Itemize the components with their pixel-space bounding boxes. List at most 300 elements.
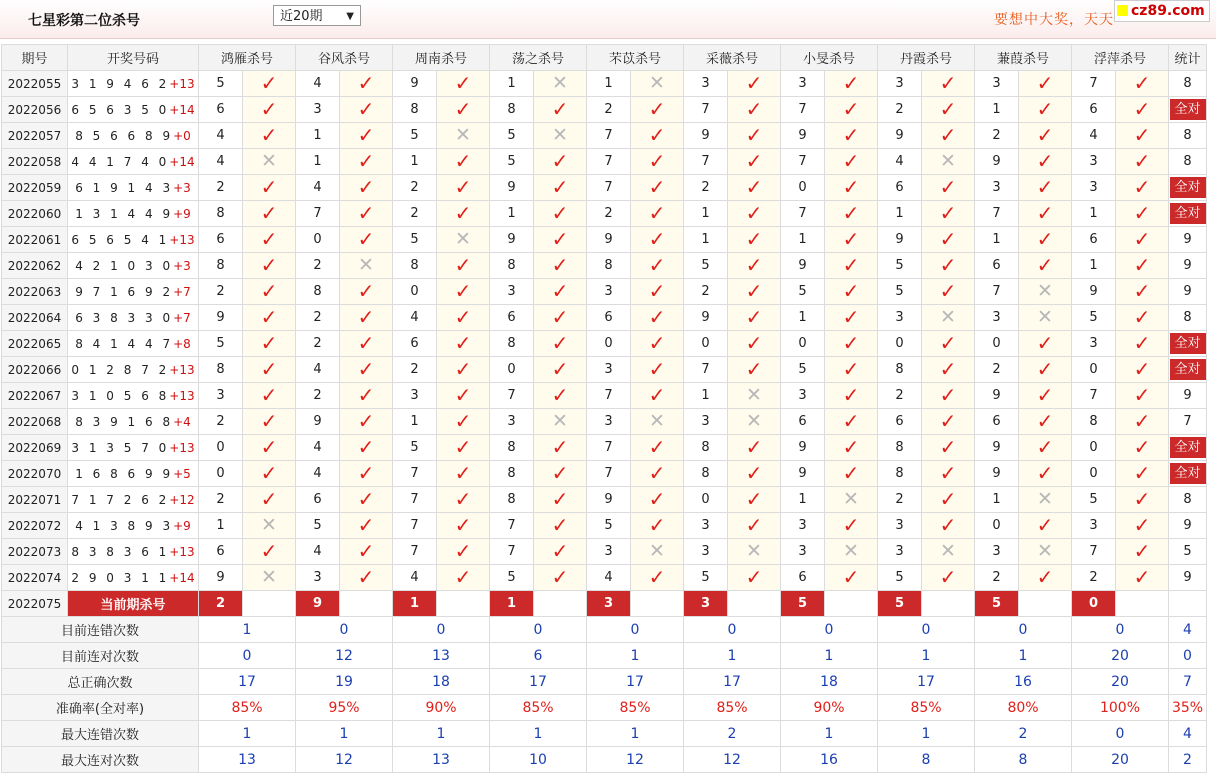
result-mark-cell bbox=[534, 227, 587, 253]
kill-number-cell: 1 bbox=[684, 201, 728, 227]
kill-number-cell: 3 bbox=[684, 539, 728, 565]
stat-cell bbox=[1169, 71, 1207, 97]
result-mark-cell bbox=[922, 253, 975, 279]
period-cell: 2022063 bbox=[2, 279, 68, 305]
kill-number-cell: 2 bbox=[975, 357, 1019, 383]
check-icon: ✓ bbox=[454, 149, 472, 173]
summary-value: 1 bbox=[975, 643, 1072, 669]
check-icon: ✓ bbox=[648, 331, 666, 355]
cross-icon: ✕ bbox=[746, 384, 762, 406]
result-mark-cell bbox=[437, 71, 490, 97]
cross-icon: ✕ bbox=[1037, 540, 1053, 562]
kill-number-cell: 0 bbox=[1072, 435, 1116, 461]
result-mark-cell bbox=[1019, 123, 1072, 149]
result-mark-cell bbox=[825, 331, 878, 357]
result-mark-cell bbox=[1116, 71, 1169, 97]
summary-value: 85% bbox=[490, 695, 587, 721]
result-mark-cell bbox=[340, 357, 393, 383]
kill-number-cell: 2 bbox=[296, 253, 340, 279]
check-icon: ✓ bbox=[260, 357, 278, 381]
table-header-row bbox=[2, 45, 1207, 71]
summary-stat: 7 bbox=[1169, 669, 1207, 695]
kill-number-cell: 3 bbox=[296, 97, 340, 123]
summary-label: 最大连对次数 bbox=[2, 747, 199, 773]
draw-sum: +3 bbox=[173, 258, 191, 273]
kill-number-cell: 7 bbox=[393, 539, 437, 565]
summary-value: 0 bbox=[1072, 721, 1169, 747]
period-cell: 2022055 bbox=[2, 71, 68, 97]
result-mark-cell bbox=[1116, 279, 1169, 305]
result-mark-cell bbox=[534, 123, 587, 149]
kill-number-cell: 4 bbox=[296, 435, 340, 461]
draw-sum: +9 bbox=[173, 206, 191, 221]
check-icon: ✓ bbox=[357, 487, 375, 511]
period-select-value: 近20期 bbox=[280, 9, 323, 24]
result-mark-cell bbox=[340, 565, 393, 591]
kill-number-cell: 2 bbox=[296, 305, 340, 331]
result-mark-cell bbox=[922, 175, 975, 201]
summary-value: 13 bbox=[393, 747, 490, 773]
kill-number-cell: 0 bbox=[296, 227, 340, 253]
summary-value: 10 bbox=[490, 747, 587, 773]
result-mark-cell bbox=[1116, 487, 1169, 513]
draw-sum: +14 bbox=[169, 102, 195, 117]
check-icon: ✓ bbox=[842, 149, 860, 173]
kill-number-cell: 1 bbox=[393, 149, 437, 175]
result-mark-cell bbox=[728, 331, 781, 357]
kill-number-cell: 9 bbox=[684, 123, 728, 149]
kill-number-table bbox=[1, 44, 1207, 773]
cross-icon: ✕ bbox=[940, 150, 956, 172]
kill-number-cell: 9 bbox=[781, 435, 825, 461]
check-icon: ✓ bbox=[1036, 149, 1054, 173]
cross-icon: ✕ bbox=[261, 566, 277, 588]
check-icon: ✓ bbox=[1133, 331, 1151, 355]
summary-value: 20 bbox=[1072, 669, 1169, 695]
check-icon: ✓ bbox=[842, 357, 860, 381]
result-mark-cell bbox=[1116, 461, 1169, 487]
kill-number-cell: 7 bbox=[393, 461, 437, 487]
result-mark-cell bbox=[437, 383, 490, 409]
check-icon: ✓ bbox=[357, 513, 375, 537]
check-icon: ✓ bbox=[357, 227, 375, 251]
kill-number-cell: 8 bbox=[878, 357, 922, 383]
result-mark-cell bbox=[631, 305, 684, 331]
period-cell: 2022069 bbox=[2, 435, 68, 461]
result-mark-cell bbox=[340, 253, 393, 279]
table-row bbox=[2, 71, 1207, 97]
check-icon: ✓ bbox=[648, 357, 666, 381]
result-mark-cell bbox=[1116, 331, 1169, 357]
summary-value: 1 bbox=[684, 643, 781, 669]
col-header-expert: 周南杀号 bbox=[393, 45, 490, 71]
kill-number-cell: 0 bbox=[781, 175, 825, 201]
kill-number-cell: 4 bbox=[1072, 123, 1116, 149]
kill-number-cell: 9 bbox=[975, 149, 1019, 175]
current-kill-blank bbox=[631, 591, 684, 617]
check-icon: ✓ bbox=[357, 409, 375, 433]
result-mark-cell bbox=[340, 175, 393, 201]
result-mark-cell bbox=[1019, 305, 1072, 331]
check-icon: ✓ bbox=[842, 227, 860, 251]
check-icon: ✓ bbox=[357, 331, 375, 355]
check-icon: ✓ bbox=[260, 97, 278, 121]
summary-value: 1 bbox=[199, 617, 296, 643]
kill-number-cell: 2 bbox=[878, 97, 922, 123]
kill-number-cell: 2 bbox=[393, 175, 437, 201]
result-mark-cell bbox=[340, 331, 393, 357]
kill-number-cell: 0 bbox=[1072, 461, 1116, 487]
kill-number-cell: 4 bbox=[199, 123, 243, 149]
result-mark-cell bbox=[922, 357, 975, 383]
kill-number-cell: 5 bbox=[1072, 305, 1116, 331]
kill-number-cell: 6 bbox=[199, 97, 243, 123]
kill-number-cell: 2 bbox=[1072, 565, 1116, 591]
summary-value: 17 bbox=[587, 669, 684, 695]
col-header-expert: 小旻杀号 bbox=[781, 45, 878, 71]
result-mark-cell bbox=[534, 331, 587, 357]
kill-number-cell: 3 bbox=[975, 539, 1019, 565]
kill-number-cell: 7 bbox=[587, 175, 631, 201]
kill-number-cell: 7 bbox=[490, 383, 534, 409]
draw-sum: +0 bbox=[173, 128, 191, 143]
period-cell: 2022057 bbox=[2, 123, 68, 149]
draw-numbers-cell bbox=[68, 487, 199, 513]
draw-numbers-cell bbox=[68, 71, 199, 97]
summary-value: 1 bbox=[587, 643, 684, 669]
result-mark-cell bbox=[728, 253, 781, 279]
kill-number-cell: 8 bbox=[296, 279, 340, 305]
result-mark-cell bbox=[922, 227, 975, 253]
result-mark-cell bbox=[243, 383, 296, 409]
check-icon: ✓ bbox=[939, 97, 957, 121]
period-cell: 2022074 bbox=[2, 565, 68, 591]
check-icon: ✓ bbox=[648, 461, 666, 485]
check-icon: ✓ bbox=[1133, 201, 1151, 225]
check-icon: ✓ bbox=[842, 123, 860, 147]
chevron-down-icon: ▼ bbox=[346, 11, 354, 22]
kill-number-cell: 7 bbox=[781, 149, 825, 175]
result-mark-cell bbox=[922, 97, 975, 123]
check-icon: ✓ bbox=[357, 97, 375, 121]
cross-icon: ✕ bbox=[552, 124, 568, 146]
check-icon: ✓ bbox=[1036, 409, 1054, 433]
kill-number-cell: 8 bbox=[490, 487, 534, 513]
check-icon: ✓ bbox=[260, 71, 278, 95]
check-icon: ✓ bbox=[842, 279, 860, 303]
current-kill-number: 0 bbox=[1072, 591, 1116, 617]
result-mark-cell bbox=[437, 409, 490, 435]
kill-number-cell: 6 bbox=[781, 409, 825, 435]
stat-cell bbox=[1169, 565, 1207, 591]
table-row bbox=[2, 175, 1207, 201]
result-mark-cell bbox=[922, 435, 975, 461]
check-icon: ✓ bbox=[939, 565, 957, 589]
check-icon: ✓ bbox=[1036, 97, 1054, 121]
check-icon: ✓ bbox=[260, 175, 278, 199]
cross-icon: ✕ bbox=[746, 410, 762, 432]
cross-icon: ✕ bbox=[1037, 280, 1053, 302]
summary-value: 0 bbox=[975, 617, 1072, 643]
kill-number-cell: 8 bbox=[878, 435, 922, 461]
check-icon: ✓ bbox=[551, 565, 569, 589]
current-kill-blank bbox=[728, 591, 781, 617]
result-mark-cell bbox=[340, 227, 393, 253]
result-mark-cell bbox=[437, 305, 490, 331]
result-mark-cell bbox=[1019, 71, 1072, 97]
kill-number-cell: 3 bbox=[490, 279, 534, 305]
check-icon: ✓ bbox=[1133, 175, 1151, 199]
check-icon: ✓ bbox=[551, 201, 569, 225]
check-icon: ✓ bbox=[939, 279, 957, 303]
period-cell: 2022065 bbox=[2, 331, 68, 357]
col-header-expert: 谷风杀号 bbox=[296, 45, 393, 71]
kill-number-cell: 6 bbox=[975, 253, 1019, 279]
check-icon: ✓ bbox=[454, 409, 472, 433]
stat-value: 8 bbox=[1183, 128, 1192, 143]
result-mark-cell bbox=[534, 305, 587, 331]
result-mark-cell bbox=[534, 201, 587, 227]
summary-value: 20 bbox=[1072, 747, 1169, 773]
check-icon: ✓ bbox=[842, 201, 860, 225]
summary-value: 1 bbox=[781, 643, 878, 669]
summary-value: 1 bbox=[878, 721, 975, 747]
check-icon: ✓ bbox=[551, 513, 569, 537]
stat-cell bbox=[1169, 331, 1207, 357]
period-cell: 2022072 bbox=[2, 513, 68, 539]
summary-value: 1 bbox=[587, 721, 684, 747]
check-icon: ✓ bbox=[745, 357, 763, 381]
result-mark-cell bbox=[437, 461, 490, 487]
period-cell: 2022058 bbox=[2, 149, 68, 175]
cross-icon: ✕ bbox=[649, 540, 665, 562]
table-row bbox=[2, 201, 1207, 227]
draw-numbers: 4 4 1 7 4 0 bbox=[71, 154, 170, 169]
check-icon: ✓ bbox=[939, 253, 957, 277]
period-cell: 2022056 bbox=[2, 97, 68, 123]
table-row bbox=[2, 227, 1207, 253]
kill-number-cell: 9 bbox=[199, 565, 243, 591]
result-mark-cell bbox=[1019, 513, 1072, 539]
draw-sum: +14 bbox=[169, 570, 195, 585]
kill-number-cell: 4 bbox=[296, 175, 340, 201]
check-icon: ✓ bbox=[842, 409, 860, 433]
draw-numbers: 7 1 7 2 6 2 bbox=[71, 492, 170, 507]
summary-value: 0 bbox=[878, 617, 975, 643]
kill-number-cell: 3 bbox=[975, 175, 1019, 201]
kill-number-cell: 7 bbox=[684, 357, 728, 383]
result-mark-cell bbox=[243, 227, 296, 253]
result-mark-cell bbox=[1019, 409, 1072, 435]
check-icon: ✓ bbox=[1133, 565, 1151, 589]
kill-number-cell: 0 bbox=[975, 513, 1019, 539]
kill-number-cell: 0 bbox=[1072, 357, 1116, 383]
result-mark-cell bbox=[728, 305, 781, 331]
result-mark-cell bbox=[1019, 357, 1072, 383]
check-icon: ✓ bbox=[842, 565, 860, 589]
result-mark-cell bbox=[534, 149, 587, 175]
result-mark-cell bbox=[340, 383, 393, 409]
result-mark-cell bbox=[1019, 175, 1072, 201]
check-icon: ✓ bbox=[1036, 513, 1054, 537]
kill-number-cell: 1 bbox=[296, 123, 340, 149]
result-mark-cell bbox=[243, 435, 296, 461]
result-mark-cell bbox=[825, 227, 878, 253]
draw-numbers-cell bbox=[68, 279, 199, 305]
stat-value: 8 bbox=[1183, 310, 1192, 325]
result-mark-cell bbox=[631, 565, 684, 591]
result-mark-cell bbox=[825, 71, 878, 97]
kill-number-cell: 2 bbox=[587, 97, 631, 123]
current-period-cell: 2022075 bbox=[2, 591, 68, 617]
check-icon: ✓ bbox=[648, 123, 666, 147]
check-icon: ✓ bbox=[842, 253, 860, 277]
kill-number-cell: 3 bbox=[1072, 513, 1116, 539]
result-mark-cell bbox=[340, 513, 393, 539]
kill-number-cell: 8 bbox=[393, 253, 437, 279]
check-icon: ✓ bbox=[745, 201, 763, 225]
result-mark-cell bbox=[534, 487, 587, 513]
kill-number-cell: 6 bbox=[781, 565, 825, 591]
check-icon: ✓ bbox=[648, 513, 666, 537]
kill-number-cell: 4 bbox=[587, 565, 631, 591]
check-icon: ✓ bbox=[260, 201, 278, 225]
check-icon: ✓ bbox=[551, 97, 569, 121]
current-kill-number: 1 bbox=[393, 591, 437, 617]
check-icon: ✓ bbox=[939, 71, 957, 95]
col-header-expert: 荡之杀号 bbox=[490, 45, 587, 71]
period-cell: 2022073 bbox=[2, 539, 68, 565]
check-icon: ✓ bbox=[357, 539, 375, 563]
table-row bbox=[2, 409, 1207, 435]
check-icon: ✓ bbox=[357, 357, 375, 381]
result-mark-cell bbox=[1019, 149, 1072, 175]
col-header-period: 期号 bbox=[2, 45, 68, 71]
period-cell: 2022066 bbox=[2, 357, 68, 383]
stat-cell bbox=[1169, 409, 1207, 435]
result-mark-cell bbox=[534, 539, 587, 565]
stat-value: 9 bbox=[1183, 570, 1192, 585]
result-mark-cell bbox=[1116, 513, 1169, 539]
kill-number-cell: 9 bbox=[587, 227, 631, 253]
cross-icon: ✕ bbox=[940, 540, 956, 562]
check-icon: ✓ bbox=[745, 487, 763, 511]
result-mark-cell bbox=[340, 409, 393, 435]
kill-number-cell: 9 bbox=[878, 123, 922, 149]
stat-cell bbox=[1169, 357, 1207, 383]
result-mark-cell bbox=[243, 305, 296, 331]
kill-number-cell: 3 bbox=[1072, 149, 1116, 175]
draw-numbers-cell bbox=[68, 97, 199, 123]
kill-number-cell: 5 bbox=[781, 357, 825, 383]
period-cell: 2022064 bbox=[2, 305, 68, 331]
result-mark-cell bbox=[631, 409, 684, 435]
period-cell: 2022062 bbox=[2, 253, 68, 279]
site-logo[interactable] bbox=[1114, 0, 1210, 22]
kill-number-cell: 6 bbox=[296, 487, 340, 513]
result-mark-cell bbox=[1019, 383, 1072, 409]
draw-numbers-cell bbox=[68, 357, 199, 383]
current-kill-blank bbox=[922, 591, 975, 617]
table-row bbox=[2, 435, 1207, 461]
result-mark-cell bbox=[534, 253, 587, 279]
result-mark-cell bbox=[922, 149, 975, 175]
check-icon: ✓ bbox=[1133, 461, 1151, 485]
result-mark-cell bbox=[728, 357, 781, 383]
draw-sum: +5 bbox=[173, 466, 191, 481]
check-icon: ✓ bbox=[939, 357, 957, 381]
result-mark-cell bbox=[1116, 201, 1169, 227]
stat-cell bbox=[1169, 461, 1207, 487]
result-mark-cell bbox=[825, 305, 878, 331]
kill-number-cell: 4 bbox=[296, 357, 340, 383]
period-cell: 2022061 bbox=[2, 227, 68, 253]
result-mark-cell bbox=[728, 227, 781, 253]
check-icon: ✓ bbox=[551, 383, 569, 407]
kill-number-cell: 5 bbox=[199, 71, 243, 97]
result-mark-cell bbox=[825, 357, 878, 383]
result-mark-cell bbox=[728, 487, 781, 513]
result-mark-cell bbox=[1116, 565, 1169, 591]
check-icon: ✓ bbox=[1133, 409, 1151, 433]
kill-number-cell: 0 bbox=[490, 357, 534, 383]
draw-numbers: 8 3 9 1 6 8 bbox=[75, 414, 174, 429]
summary-value: 0 bbox=[1072, 617, 1169, 643]
kill-number-cell: 5 bbox=[1072, 487, 1116, 513]
draw-numbers-cell bbox=[68, 461, 199, 487]
check-icon: ✓ bbox=[648, 279, 666, 303]
check-icon: ✓ bbox=[842, 461, 860, 485]
cross-icon: ✕ bbox=[649, 410, 665, 432]
result-mark-cell bbox=[825, 201, 878, 227]
summary-value: 90% bbox=[393, 695, 490, 721]
draw-sum: +13 bbox=[169, 388, 195, 403]
result-mark-cell bbox=[631, 227, 684, 253]
check-icon: ✓ bbox=[842, 331, 860, 355]
result-mark-cell bbox=[243, 149, 296, 175]
kill-number-cell: 4 bbox=[878, 149, 922, 175]
check-icon: ✓ bbox=[454, 513, 472, 537]
kill-number-cell: 6 bbox=[199, 227, 243, 253]
check-icon: ✓ bbox=[648, 565, 666, 589]
cross-icon: ✕ bbox=[552, 72, 568, 94]
result-mark-cell bbox=[825, 175, 878, 201]
kill-number-cell: 0 bbox=[781, 331, 825, 357]
check-icon: ✓ bbox=[939, 513, 957, 537]
result-mark-cell bbox=[825, 253, 878, 279]
check-icon: ✓ bbox=[454, 331, 472, 355]
check-icon: ✓ bbox=[1036, 461, 1054, 485]
period-select[interactable] bbox=[273, 5, 361, 26]
summary-stat: 4 bbox=[1169, 721, 1207, 747]
summary-value: 12 bbox=[587, 747, 684, 773]
result-mark-cell bbox=[825, 461, 878, 487]
result-mark-cell bbox=[631, 175, 684, 201]
result-mark-cell bbox=[631, 71, 684, 97]
kill-number-cell: 3 bbox=[781, 513, 825, 539]
current-kill-number: 1 bbox=[490, 591, 534, 617]
cross-icon: ✕ bbox=[649, 72, 665, 94]
kill-number-cell: 5 bbox=[878, 565, 922, 591]
check-icon: ✓ bbox=[745, 97, 763, 121]
period-cell: 2022060 bbox=[2, 201, 68, 227]
draw-numbers: 6 3 8 3 3 0 bbox=[75, 310, 174, 325]
kill-number-cell: 5 bbox=[684, 253, 728, 279]
result-mark-cell bbox=[534, 357, 587, 383]
summary-value: 12 bbox=[684, 747, 781, 773]
col-header-numbers: 开奖号码 bbox=[68, 45, 199, 71]
result-mark-cell bbox=[825, 487, 878, 513]
